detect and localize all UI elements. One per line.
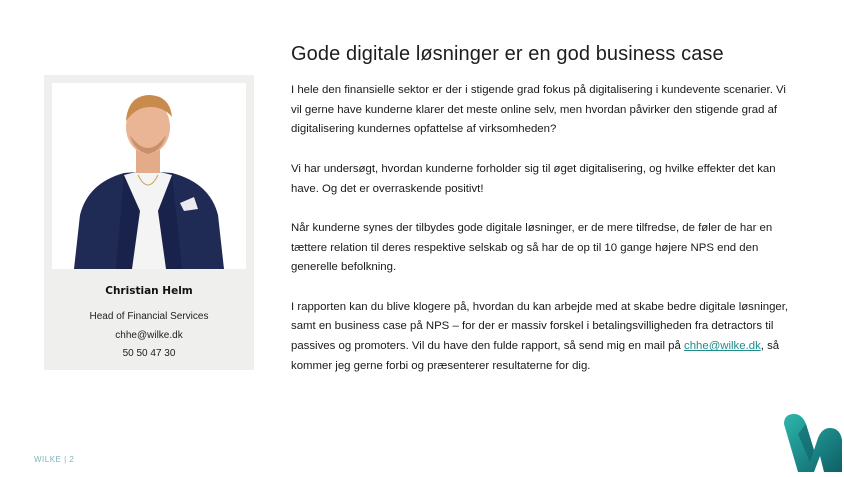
contact-phone: 50 50 47 30 — [122, 348, 176, 359]
paragraph-report — [291, 298, 791, 377]
wilke-logo-icon — [780, 410, 844, 472]
person-photo — [52, 83, 246, 269]
body-text — [291, 81, 791, 396]
paragraph-survey: Vi har undersøgt, hvordan kunderne forholder sig til øget digitalisering, og hvilke effekter det kan have. Og det er overraskende positivt! — [291, 162, 776, 195]
contact-card — [44, 75, 254, 370]
email-link[interactable]: chhe@wilke.dk — [684, 340, 761, 353]
paragraph-report-end: , så kommer jeg gerne forbi og præsenterer resultaterne for dig. — [291, 340, 780, 372]
paragraph-intro: I hele den finansielle sektor er der i stigende grad fokus på digitalisering i kundevente scenarier. Vi vil gerne have kunderne klarer det meste online selv, men hvordan påvirker den stigende grad af digitalisering kundernes opfattelse af virksomheden? — [291, 84, 786, 136]
paragraph-report-start: I rapporten kan du blive klogere på, hvordan du kan arbejde med at skabe bedre digitale løsninger, samt en business case på NPS – for der er massiv forskel i betalingsvilligheden fra detractors til passives og promoters. Vil du have den fulde rapport, så send mig en mail på — [291, 300, 789, 353]
paragraph-findings: Når kunderne synes der tilbydes gode digitale løsninger, er de mere tilfredse, de føler de har en tættere relation til deres respektive selskab og så har de op til 10 gange højere NPS end den generelle befolkning. — [291, 221, 773, 274]
contact-email[interactable]: chhe@wilke.dk — [115, 330, 183, 341]
page-title: Gode digitale løsninger er en god business case — [291, 43, 724, 65]
contact-role: Head of Financial Services — [89, 311, 209, 322]
page-footer: WILKE | 2 — [34, 455, 75, 464]
contact-name: Christian Helm — [105, 285, 193, 297]
